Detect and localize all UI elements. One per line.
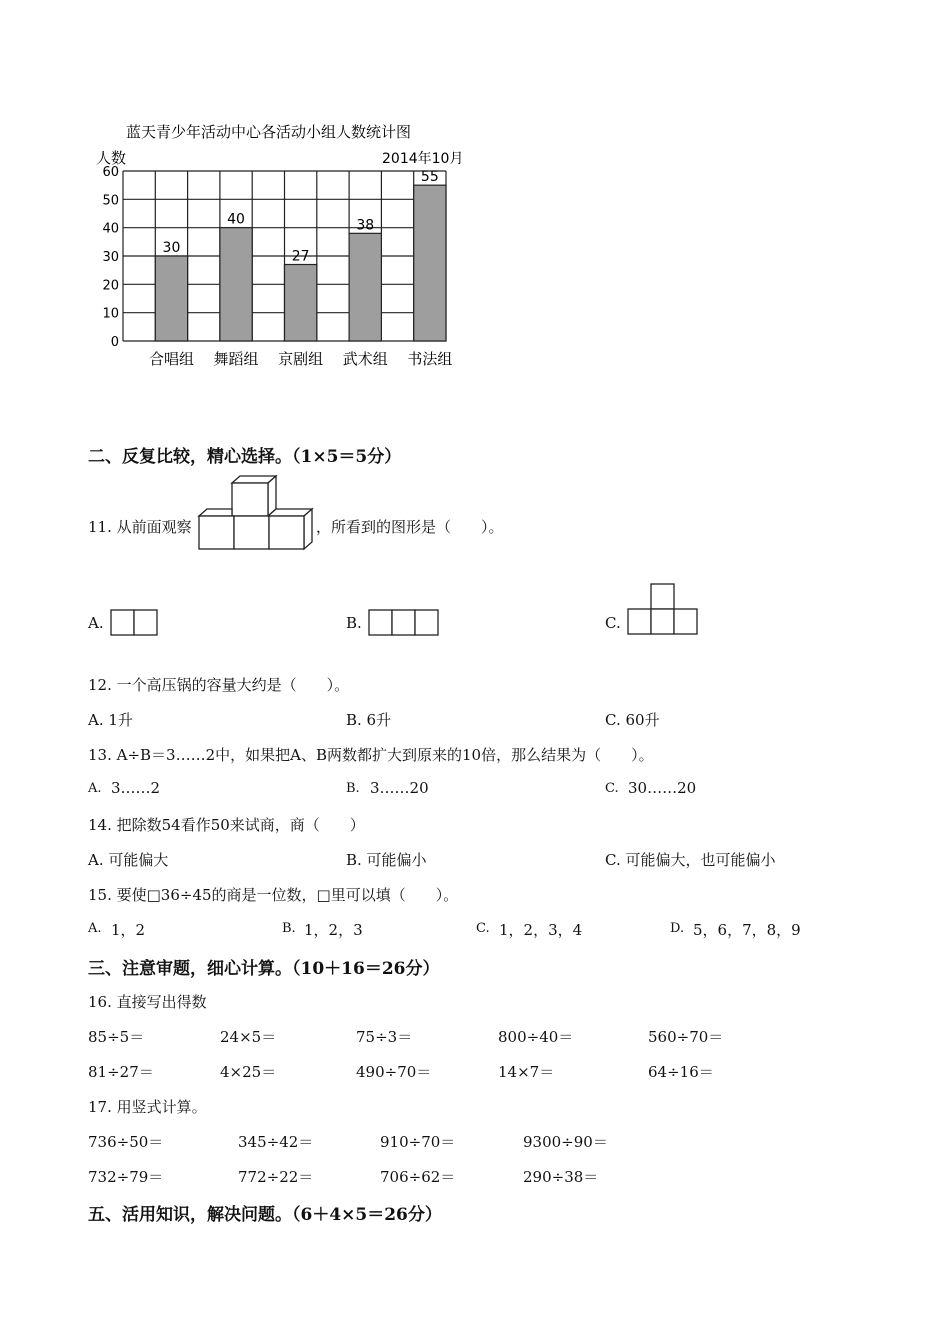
q11-option-c-shape[interactable]	[627, 583, 700, 637]
q15-option-b[interactable]: 1，2，3	[304, 921, 363, 939]
q11-text-post: ，所看到的图形是（ ）。	[316, 518, 504, 536]
section-5-title: 五、活用知识，解决问题。（6＋4×5＝26分）	[88, 1205, 442, 1225]
q13-text: 13. A÷B＝3……2中，如果把A、B两数都扩大到原来的10倍，那么结果为（ ）。	[88, 746, 654, 764]
q13-option-b-label[interactable]: B.	[346, 781, 360, 796]
q16-item: 85÷5＝	[88, 1028, 145, 1046]
x-category-label: 武术组	[342, 350, 388, 368]
y-tick-label: 30	[102, 250, 119, 265]
bar-chart	[90, 115, 490, 375]
q15-option-d[interactable]: 5，6，7，8，9	[693, 921, 801, 939]
q17-item: 736÷50＝	[88, 1133, 164, 1151]
q17-item: 706÷62＝	[380, 1168, 456, 1186]
q15-option-c-label[interactable]: C.	[476, 921, 490, 936]
q16-item: 14×7＝	[498, 1063, 555, 1081]
q15-option-b-label[interactable]: B.	[282, 921, 296, 936]
bar-value-label: 27	[291, 248, 310, 265]
q11-text-pre: 11. 从前面观察	[88, 518, 192, 536]
q11-option-a-shape[interactable]	[110, 609, 160, 637]
y-tick-label: 0	[110, 335, 119, 350]
q15-option-c[interactable]: 1，2，3，4	[499, 921, 583, 939]
q11-option-b-shape[interactable]	[368, 609, 441, 637]
q17-item: 345÷42＝	[238, 1133, 314, 1151]
bar	[349, 233, 381, 341]
chart-bars	[155, 169, 446, 341]
section-3-title: 三、注意审题，细心计算。（10＋16＝26分）	[88, 959, 440, 979]
q14-text: 14. 把除数54看作50来试商，商（ ）	[88, 816, 365, 834]
q17-item: 772÷22＝	[238, 1168, 314, 1186]
chart-ylabel: 人数	[96, 149, 127, 167]
q17-item: 290÷38＝	[523, 1168, 599, 1186]
q17-text: 17. 用竖式计算。	[88, 1098, 207, 1116]
bar	[285, 265, 317, 342]
chart-title: 蓝天青少年活动中心各活动小组人数统计图	[126, 123, 412, 141]
q12-option-b[interactable]: B. 6升	[346, 711, 392, 729]
q16-item: 64÷16＝	[648, 1063, 714, 1081]
section-2-title: 二、反复比较，精心选择。（1×5＝5分）	[88, 447, 402, 467]
y-tick-label: 50	[102, 193, 119, 209]
bar	[414, 185, 446, 341]
q12-option-a[interactable]: A. 1升	[88, 711, 133, 729]
q16-item: 560÷70＝	[648, 1028, 724, 1046]
q13-option-a-label[interactable]: A.	[88, 781, 102, 796]
q13-option-c-label[interactable]: C.	[605, 781, 619, 796]
q16-item: 81÷27＝	[88, 1063, 154, 1081]
bar	[220, 228, 252, 341]
q12-text: 12. 一个高压锅的容量大约是（ ）。	[88, 676, 350, 694]
q17-item: 732÷79＝	[88, 1168, 164, 1186]
x-category-label: 舞蹈组	[213, 350, 259, 368]
x-category-label: 合唱组	[148, 350, 194, 368]
q16-item: 490÷70＝	[356, 1063, 432, 1081]
q11-option-c-label[interactable]: C.	[605, 614, 621, 632]
bar-value-label: 40	[227, 211, 245, 228]
y-tick-label: 40	[102, 221, 119, 237]
chart-date: 2014年10月	[382, 151, 464, 167]
bar-value-label: 38	[356, 217, 375, 234]
chart-xlabels	[149, 350, 452, 368]
q16-text: 16. 直接写出得数	[88, 993, 207, 1011]
q16-item: 24×5＝	[220, 1028, 277, 1046]
q13-option-b[interactable]: 3……20	[370, 779, 429, 797]
q13-option-a[interactable]: 3……2	[111, 779, 161, 797]
q16-item: 800÷40＝	[498, 1028, 574, 1046]
q17-item: 9300÷90＝	[523, 1133, 608, 1151]
q15-option-d-label[interactable]: D.	[670, 921, 685, 936]
q15-option-a[interactable]: 1，2	[111, 921, 146, 939]
bar	[155, 256, 187, 341]
q17-item: 910÷70＝	[380, 1133, 456, 1151]
bar-value-label: 55	[420, 169, 439, 186]
y-tick-label: 10	[102, 306, 119, 322]
q12-option-c[interactable]: C. 60升	[605, 711, 660, 729]
q11-option-a-label[interactable]: A.	[88, 614, 104, 632]
q13-option-c[interactable]: 30……20	[628, 779, 697, 797]
q15-option-a-label[interactable]: A.	[88, 921, 102, 936]
y-tick-label: 20	[102, 278, 119, 294]
chart-yticks	[102, 165, 119, 350]
q14-option-c[interactable]: C. 可能偏大，也可能偏小	[605, 851, 776, 869]
q11-cube-figure	[196, 475, 316, 553]
q16-item: 4×25＝	[220, 1063, 277, 1081]
q15-text: 15. 要使□36÷45的商是一位数，□里可以填（ ）。	[88, 886, 459, 904]
y-tick-label: 60	[102, 165, 119, 180]
q14-option-b[interactable]: B. 可能偏小	[346, 851, 427, 869]
x-category-label: 京剧组	[278, 350, 324, 368]
x-category-label: 书法组	[407, 350, 453, 368]
q16-item: 75÷3＝	[356, 1028, 413, 1046]
q14-option-a[interactable]: A. 可能偏大	[88, 851, 169, 869]
bar-value-label: 30	[162, 240, 181, 256]
q11-option-b-label[interactable]: B.	[346, 614, 362, 632]
